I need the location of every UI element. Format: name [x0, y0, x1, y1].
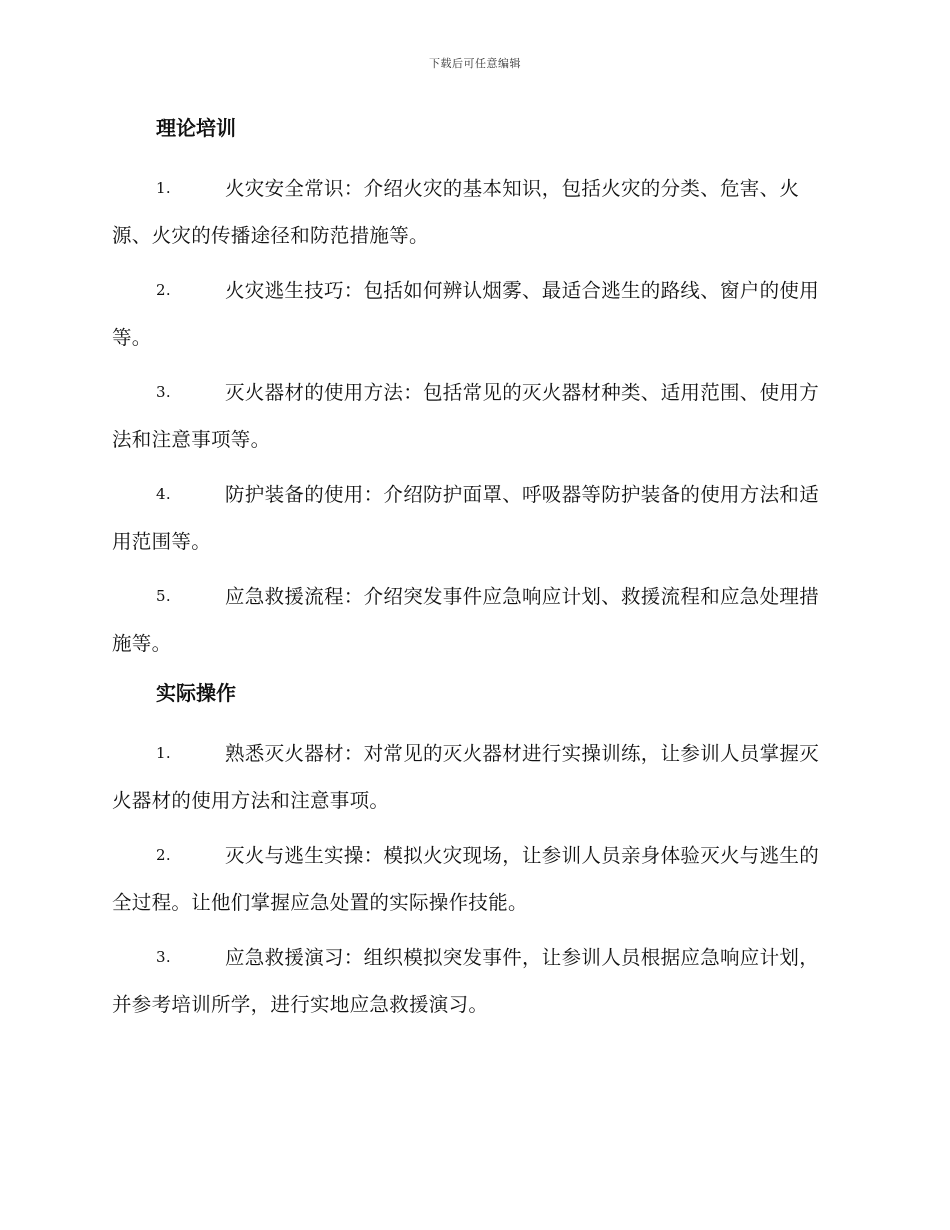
list-item — [112, 165, 832, 259]
item-number: 4. — [156, 485, 171, 503]
list-item — [112, 832, 832, 926]
list-item — [112, 573, 832, 667]
item-number: 2. — [156, 281, 171, 299]
document-body — [112, 112, 832, 1036]
header-note: 下载后可任意编辑 — [429, 57, 521, 70]
list-item — [112, 369, 832, 463]
item-text: 熟悉灭火器材：对常见的灭火器材进行实操训练，让参训人员掌握灭火器材的使用方法和注意事项。 — [112, 742, 820, 812]
list-item — [112, 934, 832, 1028]
item-number: 3. — [156, 948, 171, 966]
list-item — [112, 730, 832, 824]
item-text: 防护装备的使用：介绍防护面罩、呼吸器等防护装备的使用方法和适用范围等。 — [112, 483, 820, 553]
section-practical-operation — [112, 677, 832, 1028]
item-number: 3. — [156, 383, 171, 401]
item-text: 灭火与逃生实操：模拟火灾现场，让参训人员亲身体验灭火与逃生的全过程。让他们掌握应急处置的实际操作技能。 — [112, 844, 820, 914]
section-theory-training — [112, 112, 832, 667]
item-text: 灭火器材的使用方法：包括常见的灭火器材种类、适用范围、使用方法和注意事项等。 — [112, 381, 820, 451]
theory-list — [112, 165, 832, 667]
item-number: 5. — [156, 587, 171, 605]
item-number: 1. — [156, 744, 171, 762]
item-number: 1. — [156, 179, 171, 197]
section-title: 实际操作 — [156, 681, 236, 705]
item-text: 火灾安全常识：介绍火灾的基本知识，包括火灾的分类、危害、火源、火灾的传播途径和防范措施等。 — [112, 177, 800, 247]
practice-list — [112, 730, 832, 1028]
item-number: 2. — [156, 846, 171, 864]
item-text: 应急救援流程：介绍突发事件应急响应计划、救援流程和应急处理措施等。 — [112, 585, 820, 655]
list-item — [112, 471, 832, 565]
item-text: 应急救援演习：组织模拟突发事件，让参训人员根据应急响应计划，并参考培训所学，进行实地应急救援演习。 — [112, 946, 820, 1016]
section-title: 理论培训 — [156, 116, 236, 140]
list-item — [112, 267, 832, 361]
item-text: 火灾逃生技巧：包括如何辨认烟雾、最适合逃生的路线、窗户的使用等。 — [112, 279, 820, 349]
